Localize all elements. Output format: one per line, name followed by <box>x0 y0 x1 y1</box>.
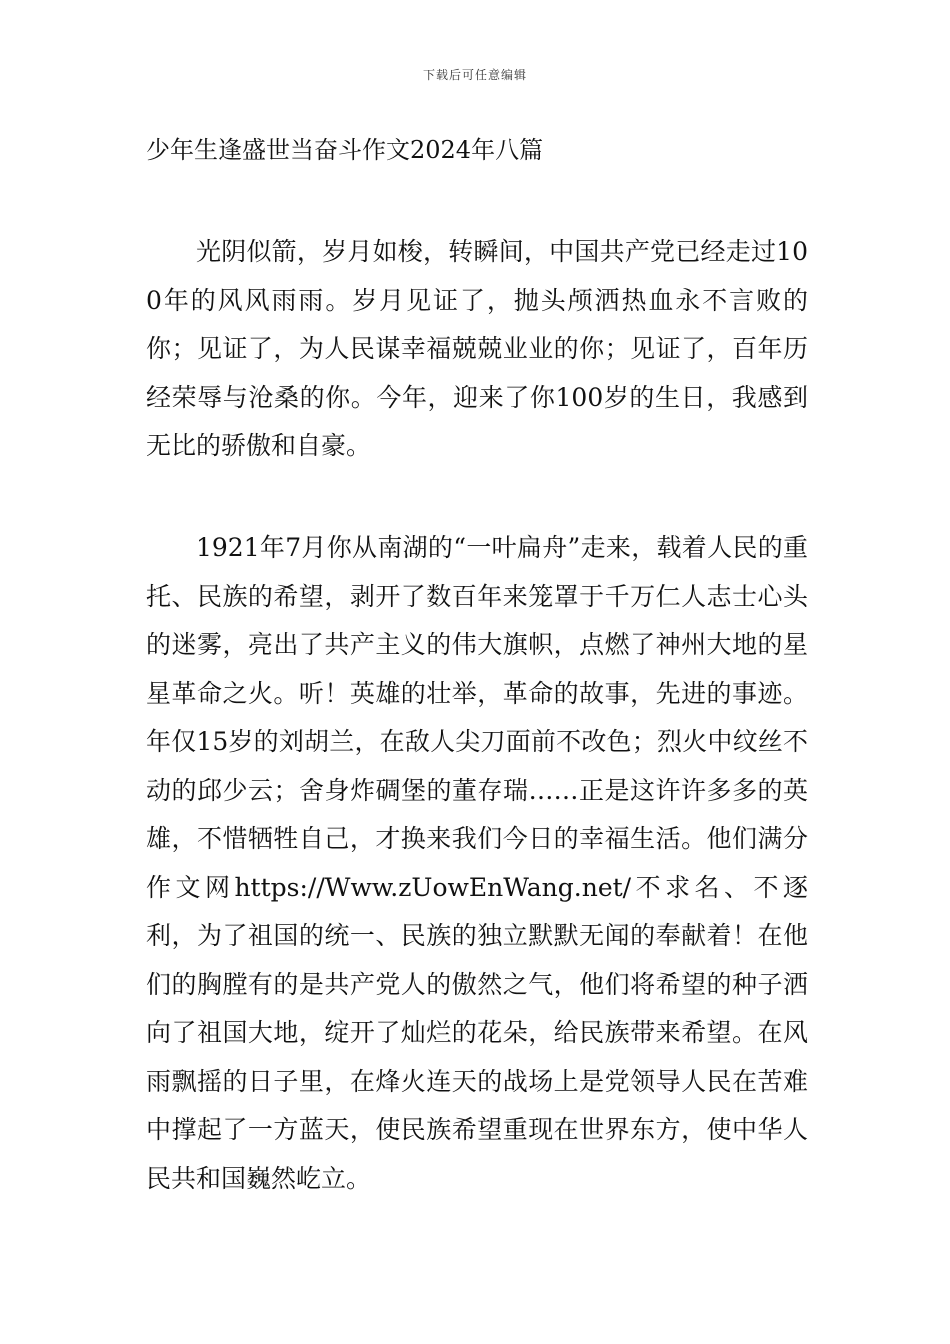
paragraph-2: 1921年7月你从南湖的“一叶扁舟”走来，载着人民的重托、民族的希望，剥开了数百年来笼罩于千万仁人志士心头的迷雾，亮出了共产主义的伟大旗帜，点燃了神州大地的星星革命之火。听！英雄的壮举，革命的故事，先进的事迹。年仅15岁的刘胡兰，在敌人尖刀面前不改色；烈火中纹丝不动的邱少云；舍身炸碉堡的董存瑞……正是这许许多多的英雄，不惜牺牲自己，才换来我们今日的幸福生活。他们满分作文网https://Www.zUowEnWang.net/不求名、不逐利，为了祖国的统一、民族的独立默默无闻的奉献着！在他们的胸膛有的是共产党人的傲然之气，他们将希望的种子洒向了祖国大地，绽开了灿烂的花朵，给民族带来希望。在风雨飘摇的日子里，在烽火连天的战场上是党领导人民在苦难中撑起了一方蓝天，使民族希望重现在世界东方，使中华人民共和国巍然屹立。 <box>146 533 808 1193</box>
paragraph-1: 光阴似箭，岁月如梭，转瞬间，中国共产党已经走过100年的风风雨雨。岁月见证了，抛头颅洒热血永不言败的你；见证了，为人民谋幸福兢兢业业的你；见证了，百年历经荣辱与沧桑的你。今年，迎来了你100岁的生日，我感到无比的骄傲和自豪。 <box>146 237 808 460</box>
page-title: 少年生逢盛世当奋斗作文2024年八篇 <box>146 136 544 164</box>
header-note: 下载后可任意编辑 <box>422 68 527 82</box>
